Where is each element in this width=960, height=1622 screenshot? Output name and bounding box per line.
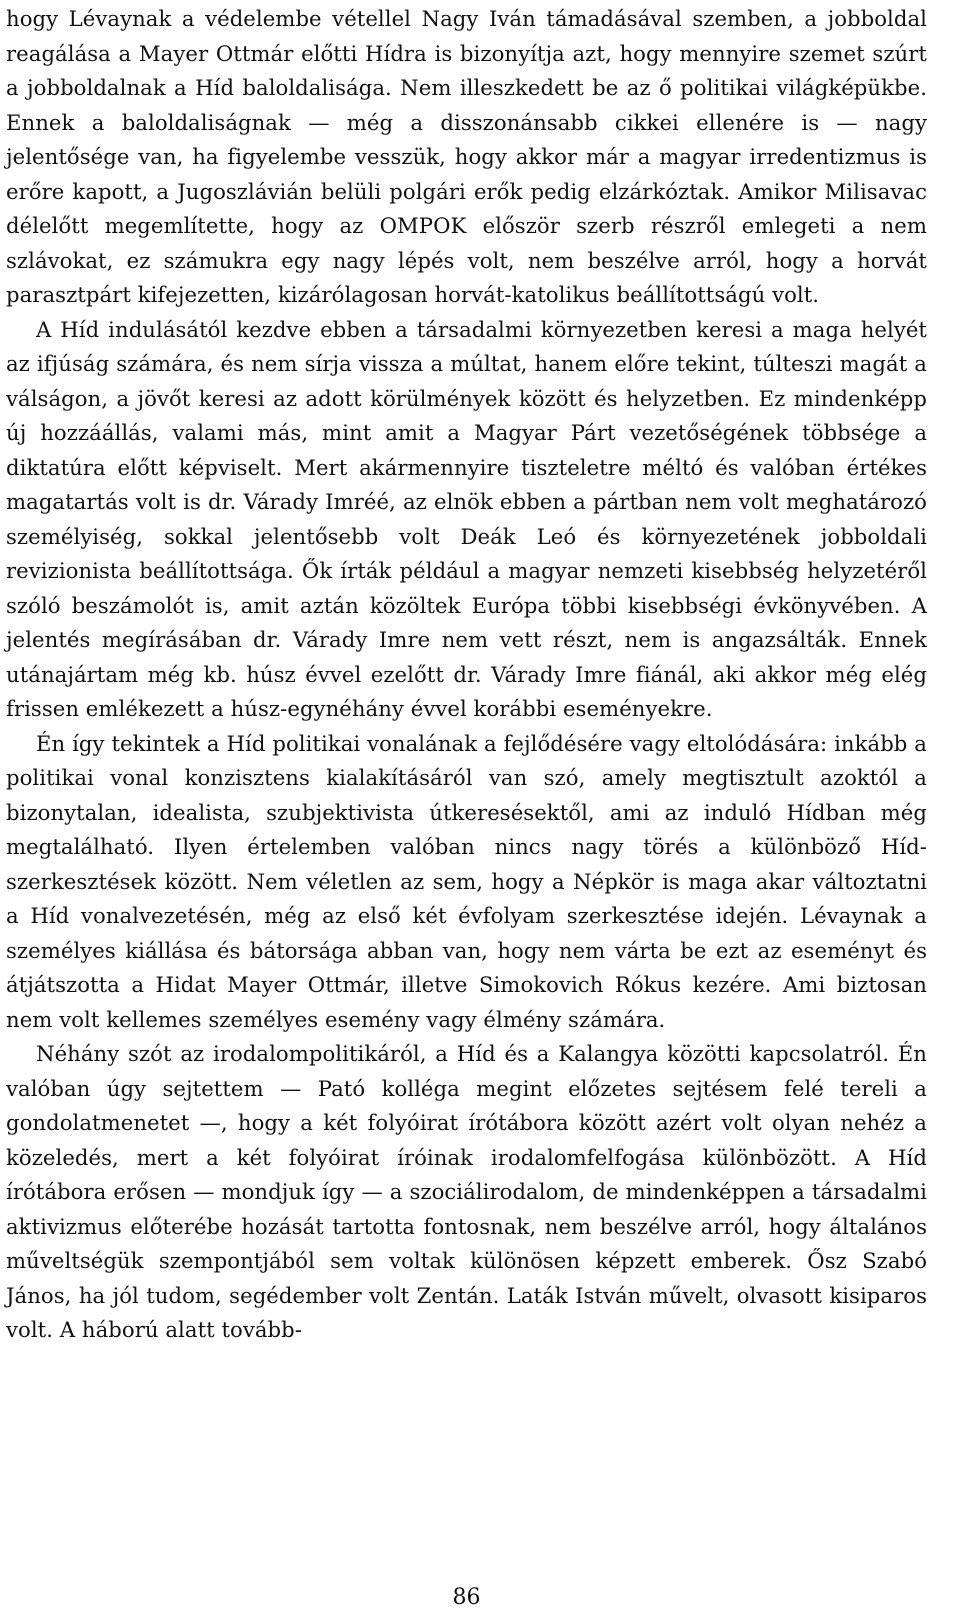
page-number: 86 <box>452 1585 481 1610</box>
body-text <box>6 2 927 1348</box>
document-page <box>6 0 927 1622</box>
paragraph: A Híd indulásától kezdve ebben a társadalmi környezetben keresi a maga helyét az ifjúság számára, és nem sírja vissza a múltat, hanem előre tekint, túlteszi magát a válságon, a jövőt keresi az adott körülmények között és helyzetben. Ez mindenképp új hozzáállás, valami más, mint amit a Magyar Párt vezetőségének többsége a diktatúra előtt képviselt. Mert akármennyire tiszteletre méltó és valóban értékes magatartás volt is dr. Várady Imréé, az elnök ebben a pártban nem volt meghatározó személyiség, sokkal jelentősebb volt Deák Leó és környezetének jobboldali revizionista beállítottsága. Ők írták például a magyar nemzeti kisebbség helyzetéről szóló beszámolót is, amit aztán közöltek Európa többi kisebbségi évkönyvében. A jelentés megírásában dr. Várady Imre nem vett részt, nem is angazsálták. Ennek utánajártam még kb. húsz évvel ezelőtt dr. Várady Imre fiánál, aki akkor még elég frissen emlékezett a húsz-egynéhány évvel korábbi eseményekre. <box>6 316 927 721</box>
paragraph: hogy Lévaynak a védelembe vétellel Nagy Iván támadásával szemben, a jobboldal reagálása a Mayer Ottmár előtti Hídra is bizonyítja azt, hogy mennyire szemet szúrt a jobboldalnak a Híd baloldalisága. Nem illeszkedett be az ő politikai világképükbe. Ennek a baloldaliságnak — még a disszonánsabb cikkei ellenére is — nagy jelentősége van, ha figyelembe vesszük, hogy akkor már a magyar irredentizmus is erőre kapott, a Jugoszlávián belüli polgári erők pedig elzárkóztak. Amikor Milisavac délelőtt megemlítette, hogy az OMPOK először szerb részről emlegeti a nem szlávokat, ez számukra egy nagy lépés volt, nem beszélve arról, hogy a horvát parasztpárt kifejezetten, kizárólagosan horvát-katolikus beállítottságú volt. <box>6 6 927 307</box>
paragraph: Néhány szót az irodalompolitikáról, a Híd és a Kalangya közötti kapcsolatról. Én valóban úgy sejtettem — Pató kolléga megint előzetes sejtésem felé tereli a gondolatmenetet —, hogy a két folyóirat írótábora között azért volt olyan nehéz a közeledés, mert a két folyóirat íróinak irodalomfelfogása különbözött. A Híd írótábora erősen — mondjuk így — a szociálirodalom, de mindenképpen a társadalmi aktivizmus előterébe hozását tartotta fontosnak, nem beszélve arról, hogy általános műveltségük szempontjából sem voltak különösen képzett emberek. Ősz Szabó János, ha jól tudom, segédember volt Zentán. Laták István művelt, olvasott kisiparos volt. A háború alatt tovább- <box>6 1041 927 1342</box>
paragraph: Én így tekintek a Híd politikai vonalának a fejlődésére vagy eltolódására: inkább a politikai vonal konzisztens kialakításáról van szó, amely megtisztult azoktól a bizonytalan, idealista, szubjektivista útkeresésektől, ami az induló Hídban még megtalálható. Ilyen értelemben valóban nincs nagy törés a különböző Híd-szerkesztések között. Nem véletlen az sem, hogy a Népkör is maga akar változtatni a Híd vonalvezetésén, még az első két évfolyam szerkesztése idején. Lévaynak a személyes kiállása és bátorsága abban van, hogy nem várta be ezt az eseményt és átjátszotta a Hidat Mayer Ottmár, illetve Simokovich Rókus kezére. Ami biztosan nem volt kellemes személyes esemény vagy élmény számára. <box>6 730 927 1032</box>
